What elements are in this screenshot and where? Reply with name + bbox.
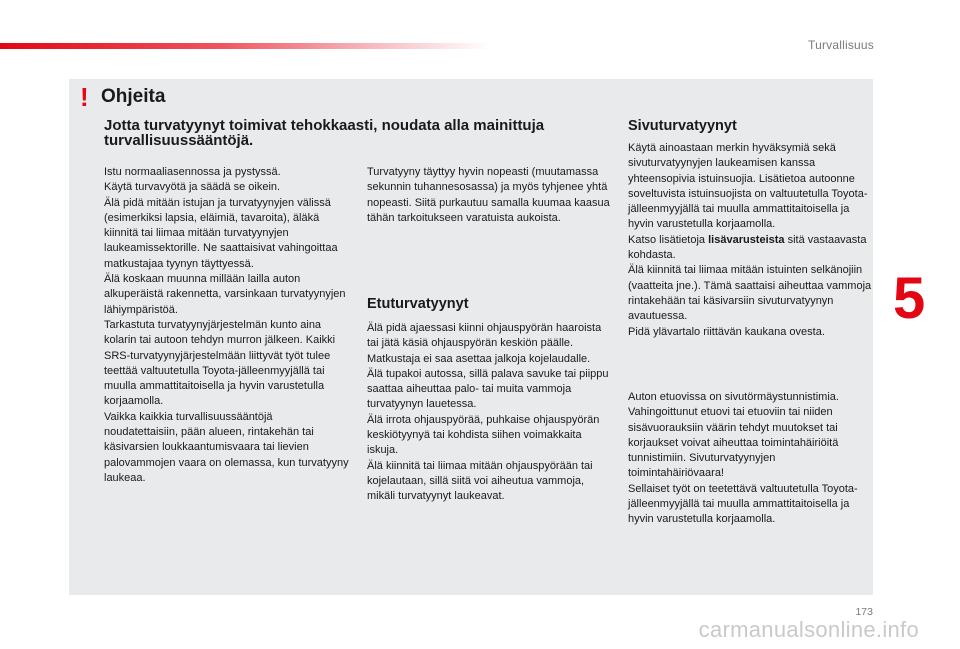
accessories-link-text: lisävarusteista xyxy=(708,233,785,246)
panel-lead: Jotta turvatyynyt toimivat tehokkaasti, noudata alla mainittuja turvallisuussääntöjä. xyxy=(104,117,545,149)
chapter-number: 5 xyxy=(893,266,926,331)
front-airbags-text: Älä pidä ajaessasi kiinni ohjauspyörän haaroista tai jätä käsiä ohjauspyörän keskiön päälle. Matkustaja ei saa asettaa jalkoja kojelaudalle. Älä tupakoi autossa, sillä palava savuke tai piippu saattaa aiheuttaa palo- tai muita vammoja turvatyynyn lauetessa. Älä irrota ohjauspyörää, puhkaise ohjauspyörän keskiötyynyä tai kohdista siihen voimakkaita iskuja. Älä kiinnitä tai liimaa mitään ohjauspyörään tai kojelautaan, sillä siitä voi aiheutua vammoja, mikäli turvatyynyt laukeavat. xyxy=(367,322,609,503)
side-airbags-heading: Sivuturvatyynyt xyxy=(628,118,737,134)
side-sensors-text: Auton etuovissa on sivutörmäystunnistimia. Vahingoittunut etuovi tai etuoviin tai niiden sisävuorauksiin väärin tehdyt muutokset tai korjaukset voivat aiheuttaa toimintahäiriöitä tunnistimiin. Sivuturvatyynyjen toimintahäiriövaara! Sellaiset työt on teetettävä valtuutetulla Toyota-jälleenmyyjällä tai muulla ammattitaitoisella ja hyvin varustetulla korjaamolla. xyxy=(628,391,858,526)
side-text-part-1: Käytä ainoastaan merkin hyväksymiä sekä sivuturvatyynyjen laukeamisen kanssa yhteensopivia istuinsuojia. Lisätietoa autoonne soveltuvista istuinsuojista on valtuutetulla Toyota-jälleenmyyjällä tai muulla ammattitaitoisella ja hyvin varustetulla korjaamolla. Katso lisätietoja xyxy=(628,142,868,246)
front-airbags-heading: Etuturvatyynyt xyxy=(367,296,469,312)
watermark: carmanualsonline.info xyxy=(698,617,919,642)
header-accent-bar xyxy=(0,43,490,49)
exclamation-icon: ! xyxy=(80,82,89,112)
column-2-text: Turvatyyny täyttyy hyvin nopeasti (muutamassa sekunnin tuhannesosassa) ja myös tyhjenee yhtä nopeasti. Siitä purkautuu samalla kuumaa kaasua tähän tarkoitukseen varatuista aukoista. xyxy=(367,166,610,224)
panel-title: Ohjeita xyxy=(101,86,166,107)
column-1-text: Istu normaaliasennossa ja pystyssä. Käytä turvavyötä ja säädä se oikein. Älä pidä mitään istujan ja turvatyynyjen välissä (esimerkiksi lapsia, eläimiä, tavaroita), äläkä kiinnitä tai liimaa mitään turvatyynyjen laukeamissektorille. Ne saattaisivat vahingoittaa matkustajaa tyynyn täyttyessä. Älä koskaan muunna millään lailla auton alkuperäistä rakennetta, varsinkaan turvatyynyjen lähiympäristöä. Tarkastuta turvatyynyjärjestelmän kunto aina kolarin tai autoon tehdyn murron jälkeen. Kaikki SRS-turvatyynyjärjestelmään liittyvät työt tulee teettää valtuutetulla Toyota-jälleenmyyjällä tai muulla ammattitaitoisella ja hyvin varustetulla korjaamolla. Vaikka kaikkia turvallisuussääntöjä noudatettaisiin, pään alueen, rintakehän tai käsivarsien loukkaantumisvaara tai lievien palovammojen vaara on olemassa, kun turvatyyny laukeaa. xyxy=(104,166,349,484)
section-title: Turvallisuus xyxy=(808,38,874,52)
side-airbags-text xyxy=(628,141,873,340)
page-number: 173 xyxy=(855,606,873,618)
side-text-part-2: sitä vastaavasta kohdasta. Älä kiinnitä tai liimaa mitään istuinten selkänojiin (vaatteita jne.). Tämä saattaisi aiheuttaa vammoja rintakehään tai käsivarsiin sivuturvatyynyn avautuessa. Pidä ylävartalo riittävän kaukana ovesta. xyxy=(628,233,872,338)
